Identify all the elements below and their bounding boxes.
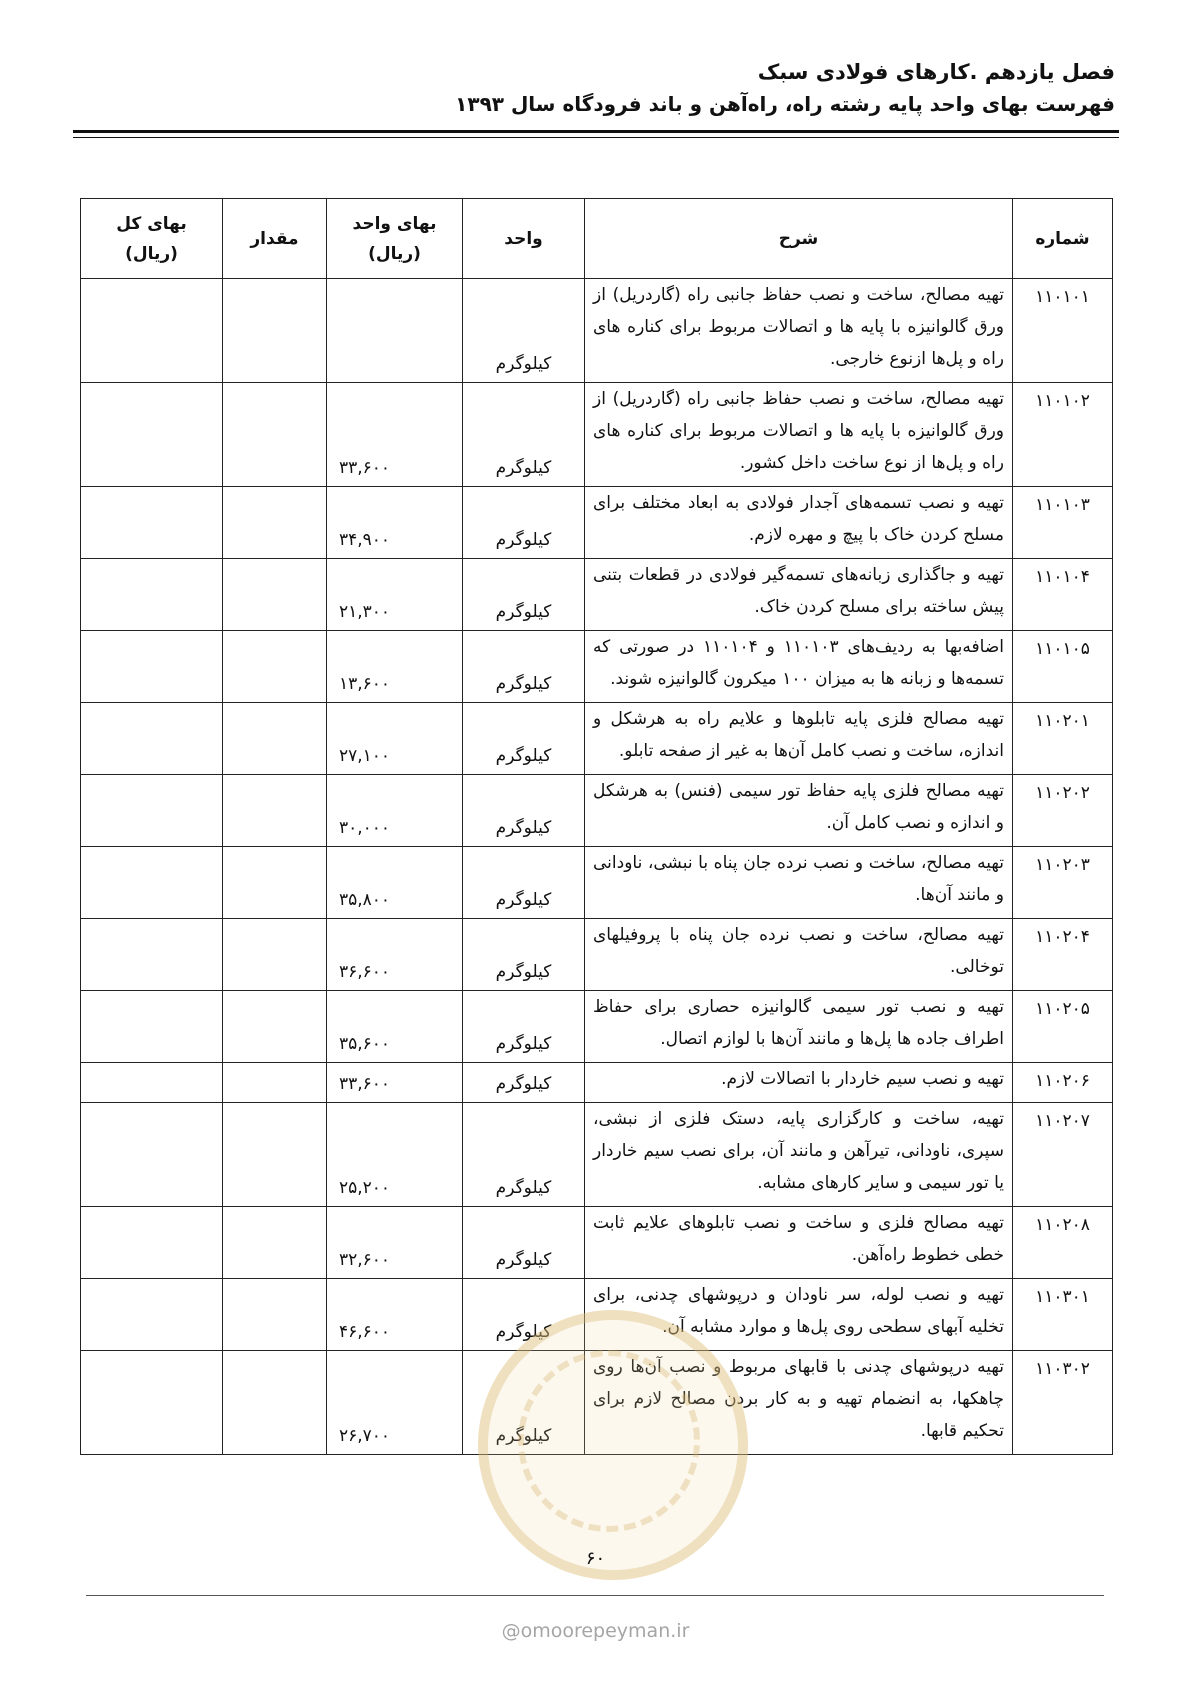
page-number: ۶۰ xyxy=(585,1548,606,1569)
row-unit-price xyxy=(327,279,463,383)
site-watermark-text: @omoorepeyman.ir xyxy=(501,1620,690,1642)
row-unit: کیلوگرم xyxy=(463,631,585,703)
row-unit-price: ۲۱,۳۰۰ xyxy=(327,559,463,631)
row-number: ۱۱۰۲۰۷ xyxy=(1013,1103,1113,1207)
table-row xyxy=(81,631,1113,703)
row-description: تهیه و نصب لوله، سر ناودان و درپوشهای چدنی، برای تخلیه آبهای سطحی روی پل‌ها و موارد مشابه آن. xyxy=(585,1279,1013,1351)
row-description: تهیه و نصب تور سیمی گالوانیزه حصاری برای حفاظ اطراف جاده ها پل‌ها و مانند آن‌ها با لوازم اتصال. xyxy=(585,991,1013,1063)
row-quantity xyxy=(223,775,327,847)
row-unit: کیلوگرم xyxy=(463,1279,585,1351)
row-unit: کیلوگرم xyxy=(463,383,585,487)
row-description: تهیه مصالح، ساخت و نصب حفاظ جانبی راه (گاردریل) از ورق گالوانیزه با پایه ها و اتصالات مربوط برای کناره های راه و پل‌ها ازنوع خارجی. xyxy=(585,279,1013,383)
row-description: تهیه، ساخت و کارگزاری پایه، دستک فلزی از نبشی، سپری، ناودانی، تیرآهن و مانند آن، برای نصب سیم خاردار یا تور سیمی و سایر کارهای مشابه. xyxy=(585,1103,1013,1207)
col-header-total-price: بهای کل (ریال) xyxy=(81,199,223,279)
row-description: تهیه و نصب سیم خاردار با اتصالات لازم. xyxy=(585,1063,1013,1103)
row-total-price xyxy=(81,1207,223,1279)
row-number: ۱۱۰۲۰۵ xyxy=(1013,991,1113,1063)
row-unit-price: ۳۵,۶۰۰ xyxy=(327,991,463,1063)
table-row xyxy=(81,991,1113,1063)
table-body xyxy=(81,279,1113,1455)
table-row xyxy=(81,847,1113,919)
table-row xyxy=(81,1351,1113,1455)
row-quantity xyxy=(223,279,327,383)
row-quantity xyxy=(223,487,327,559)
row-total-price xyxy=(81,847,223,919)
row-quantity xyxy=(223,847,327,919)
footer-rule xyxy=(86,1595,1104,1596)
row-number: ۱۱۰۳۰۱ xyxy=(1013,1279,1113,1351)
page-header xyxy=(76,56,1115,120)
table-row xyxy=(81,919,1113,991)
row-unit: کیلوگرم xyxy=(463,559,585,631)
price-list-title: فهرست بهای واحد پایه رشته راه، راه‌آهن و باند فرودگاه سال ۱۳۹۳ xyxy=(455,92,1115,116)
row-number: ۱۱۰۲۰۶ xyxy=(1013,1063,1113,1103)
row-quantity xyxy=(223,1207,327,1279)
chapter-title: فصل یازدهم .کارهای فولادی سبک xyxy=(757,60,1115,84)
row-quantity xyxy=(223,919,327,991)
row-quantity xyxy=(223,991,327,1063)
row-quantity xyxy=(223,1063,327,1103)
row-description: اضافه‌بها به ردیف‌های ۱۱۰۱۰۳ و ۱۱۰۱۰۴ در صورتی که تسمه‌ها و زبانه ها به میزان ۱۰۰ میکرون گالوانیزه شوند. xyxy=(585,631,1013,703)
header-rule-thick xyxy=(73,130,1119,133)
row-unit: کیلوگرم xyxy=(463,847,585,919)
col-header-unit: واحد xyxy=(463,199,585,279)
table-row xyxy=(81,487,1113,559)
row-number: ۱۱۰۲۰۴ xyxy=(1013,919,1113,991)
row-number: ۱۱۰۱۰۵ xyxy=(1013,631,1113,703)
row-number: ۱۱۰۲۰۱ xyxy=(1013,703,1113,775)
row-total-price xyxy=(81,1063,223,1103)
row-unit: کیلوگرم xyxy=(463,991,585,1063)
row-unit-price: ۳۳,۶۰۰ xyxy=(327,383,463,487)
row-total-price xyxy=(81,1103,223,1207)
col-header-number: شماره xyxy=(1013,199,1113,279)
row-total-price xyxy=(81,991,223,1063)
row-unit-price: ۳۵,۸۰۰ xyxy=(327,847,463,919)
row-total-price xyxy=(81,631,223,703)
row-description: تهیه مصالح فلزی و ساخت و نصب تابلوهای علایم ثابت خطی خطوط راه‌آهن. xyxy=(585,1207,1013,1279)
row-number: ۱۱۰۱۰۲ xyxy=(1013,383,1113,487)
row-unit: کیلوگرم xyxy=(463,1063,585,1103)
row-total-price xyxy=(81,775,223,847)
row-quantity xyxy=(223,1103,327,1207)
row-unit: کیلوگرم xyxy=(463,775,585,847)
price-table xyxy=(80,198,1113,1455)
row-unit-price: ۳۳,۶۰۰ xyxy=(327,1063,463,1103)
row-unit-price: ۲۷,۱۰۰ xyxy=(327,703,463,775)
row-description: تهیه مصالح فلزی پایه حفاظ تور سیمی (فنس) به هرشکل و اندازه و نصب کامل آن. xyxy=(585,775,1013,847)
row-unit-price: ۲۵,۲۰۰ xyxy=(327,1103,463,1207)
row-description: تهیه مصالح، ساخت و نصب نرده جان پناه با نبشی، ناودانی و مانند آن‌ها. xyxy=(585,847,1013,919)
row-number: ۱۱۰۱۰۴ xyxy=(1013,559,1113,631)
row-total-price xyxy=(81,1351,223,1455)
table-row xyxy=(81,775,1113,847)
row-total-price xyxy=(81,487,223,559)
table-row xyxy=(81,1063,1113,1103)
row-unit-price: ۳۰,۰۰۰ xyxy=(327,775,463,847)
row-quantity xyxy=(223,383,327,487)
row-quantity xyxy=(223,1279,327,1351)
table-row xyxy=(81,1103,1113,1207)
table-row xyxy=(81,1207,1113,1279)
row-unit-price: ۲۶,۷۰۰ xyxy=(327,1351,463,1455)
row-unit-price: ۱۳,۶۰۰ xyxy=(327,631,463,703)
row-unit-price: ۳۲,۶۰۰ xyxy=(327,1207,463,1279)
row-number: ۱۱۰۲۰۲ xyxy=(1013,775,1113,847)
row-quantity xyxy=(223,631,327,703)
row-unit: کیلوگرم xyxy=(463,279,585,383)
row-description: تهیه و جاگذاری زبانه‌های تسمه‌گیر فولادی در قطعات بتنی پیش ساخته برای مسلح کردن خاک. xyxy=(585,559,1013,631)
row-unit-price: ۳۴,۹۰۰ xyxy=(327,487,463,559)
table-row xyxy=(81,559,1113,631)
row-description: تهیه و نصب تسمه‌های آجدار فولادی به ابعاد مختلف برای مسلح کردن خاک با پیچ و مهره لازم. xyxy=(585,487,1013,559)
table-row xyxy=(81,1279,1113,1351)
header-rule-thin xyxy=(73,137,1119,138)
col-header-description: شرح xyxy=(585,199,1013,279)
row-total-price xyxy=(81,703,223,775)
row-number: ۱۱۰۲۰۸ xyxy=(1013,1207,1113,1279)
row-quantity xyxy=(223,559,327,631)
row-unit: کیلوگرم xyxy=(463,1351,585,1455)
row-description: تهیه درپوشهای چدنی با قابهای مربوط و نصب آن‌ها روی چاهکها، به انضمام تهیه و به کار بردن مصالح لازم برای تحکیم قابها. xyxy=(585,1351,1013,1455)
row-unit: کیلوگرم xyxy=(463,1207,585,1279)
table-header-row xyxy=(81,199,1113,279)
row-unit: کیلوگرم xyxy=(463,919,585,991)
row-total-price xyxy=(81,1279,223,1351)
row-number: ۱۱۰۱۰۳ xyxy=(1013,487,1113,559)
table-row xyxy=(81,383,1113,487)
row-total-price xyxy=(81,279,223,383)
row-unit: کیلوگرم xyxy=(463,703,585,775)
row-quantity xyxy=(223,1351,327,1455)
row-number: ۱۱۰۱۰۱ xyxy=(1013,279,1113,383)
row-number: ۱۱۰۲۰۳ xyxy=(1013,847,1113,919)
row-number: ۱۱۰۳۰۲ xyxy=(1013,1351,1113,1455)
row-unit-price: ۳۶,۶۰۰ xyxy=(327,919,463,991)
row-unit-price: ۴۶,۶۰۰ xyxy=(327,1279,463,1351)
row-total-price xyxy=(81,559,223,631)
row-unit: کیلوگرم xyxy=(463,487,585,559)
row-total-price xyxy=(81,383,223,487)
row-description: تهیه مصالح، ساخت و نصب حفاظ جانبی راه (گاردریل) از ورق گالوانیزه با پایه ها و اتصالات مربوط برای کناره های راه و پل‌ها از نوع ساخت داخل کشور. xyxy=(585,383,1013,487)
row-total-price xyxy=(81,919,223,991)
col-header-unit-price: بهای واحد (ریال) xyxy=(327,199,463,279)
row-description: تهیه مصالح فلزی پایه تابلوها و علایم راه به هرشکل و اندازه، ساخت و نصب کامل آن‌ها به غیر از صفحه تابلو. xyxy=(585,703,1013,775)
row-quantity xyxy=(223,703,327,775)
col-header-quantity: مقدار xyxy=(223,199,327,279)
table-row xyxy=(81,703,1113,775)
row-unit: کیلوگرم xyxy=(463,1103,585,1207)
row-description: تهیه مصالح، ساخت و نصب نرده جان پناه با پروفیلهای توخالی. xyxy=(585,919,1013,991)
table-row xyxy=(81,279,1113,383)
